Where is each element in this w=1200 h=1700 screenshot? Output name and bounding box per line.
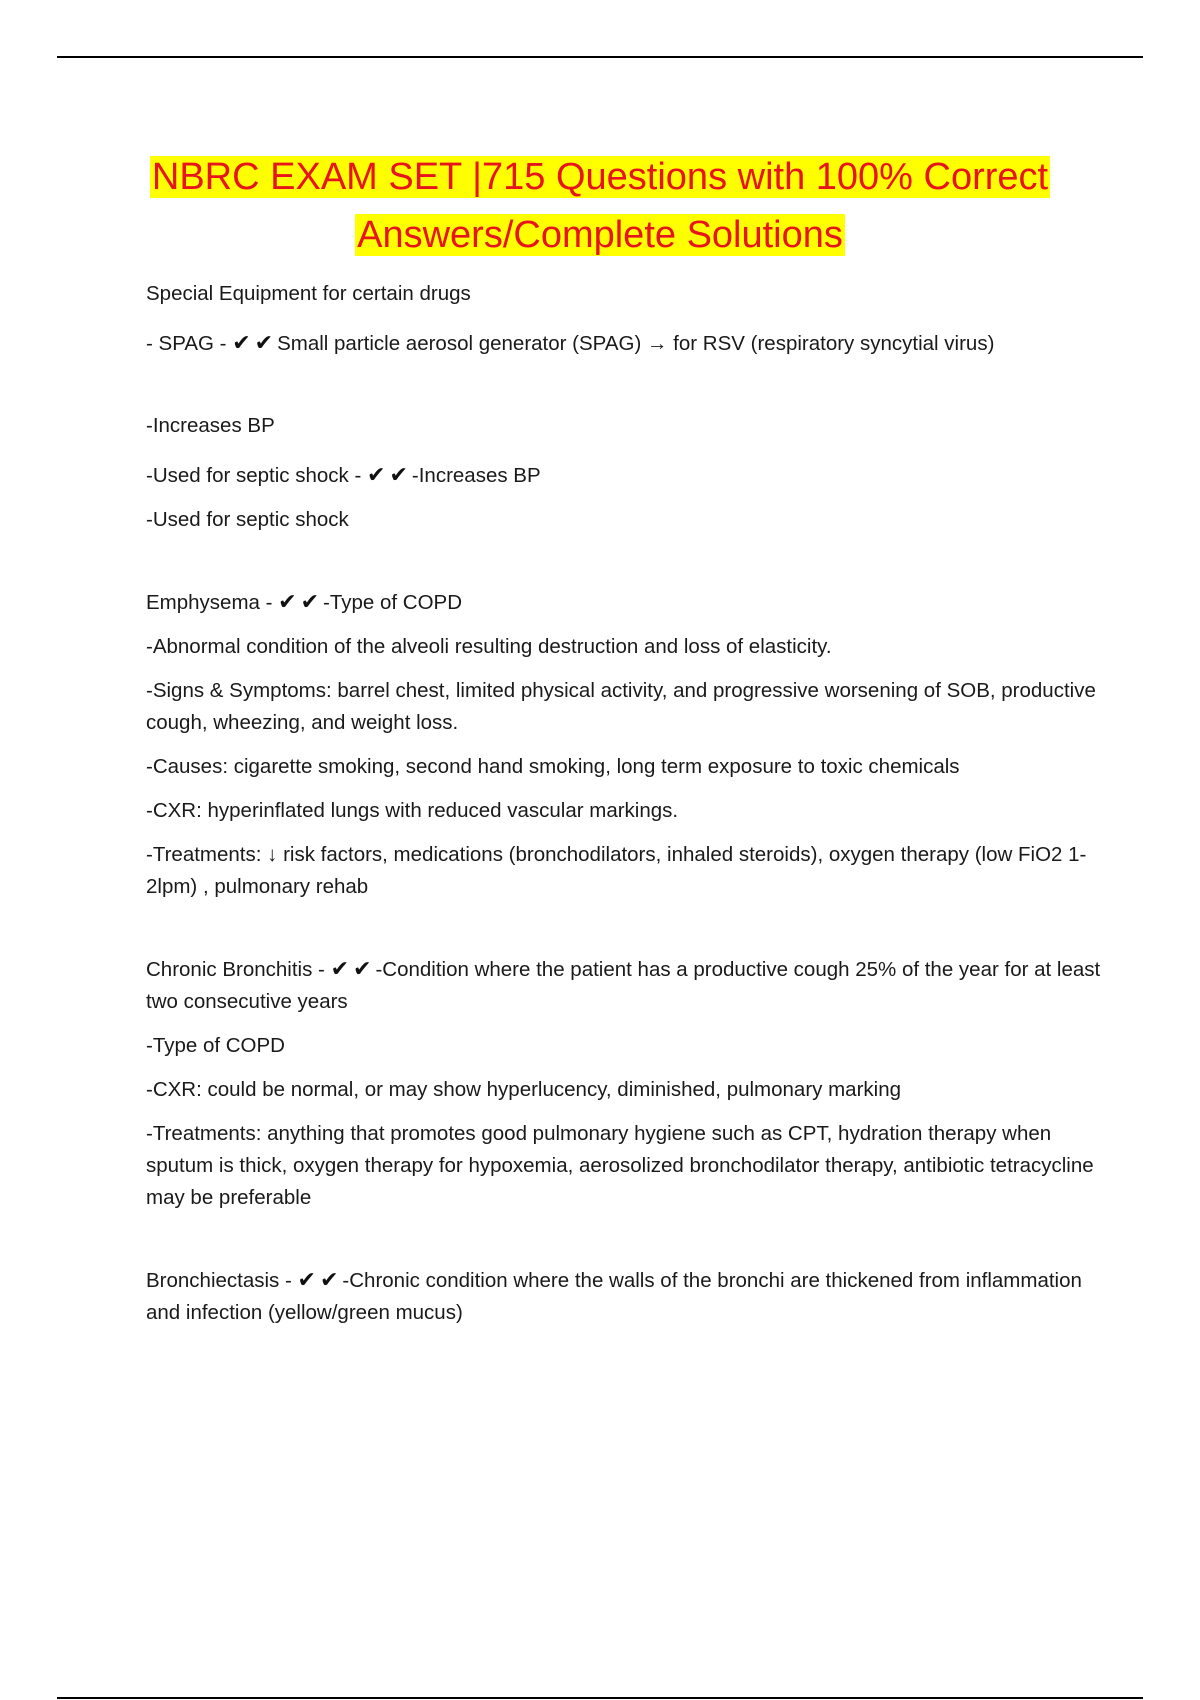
- check-icon: ✔✔: [232, 330, 278, 355]
- spag-entry: [146, 327, 1106, 360]
- bottom-rule: [57, 1697, 1143, 1699]
- chronic-bronchitis-question: Chronic Bronchitis -: [146, 958, 331, 981]
- emphysema-answer: -Type of COPD: [323, 591, 463, 614]
- chronic-bronchitis-line-1: -Type of COPD: [146, 1034, 285, 1057]
- emphysema-line-4: -CXR: hyperinflated lungs with reduced vascular markings.: [146, 799, 679, 822]
- check-icon: ✔✔: [278, 589, 324, 614]
- emphysema-question: Emphysema -: [146, 591, 279, 614]
- emphysema-line-1: -Abnormal condition of the alveoli resulting destruction and loss of elasticity.: [146, 635, 832, 658]
- bp-answer-2: -Used for septic shock: [146, 508, 349, 531]
- spag-question: - SPAG -: [146, 332, 233, 355]
- document-title: [60, 148, 1140, 264]
- emphysema-line-2: -Signs & Symptoms: barrel chest, limited physical activity, and progressive worsening of SOB, productive cough, wheezing, and weight loss.: [146, 679, 1096, 734]
- chronic-bronchitis-line-2: -CXR: could be normal, or may show hyperlucency, diminished, pulmonary marking: [146, 1078, 902, 1101]
- check-icon: ✔✔: [367, 462, 412, 487]
- bp-answer-1: -Increases BP: [411, 464, 541, 487]
- bp-question-2: -Used for septic shock -: [146, 464, 368, 487]
- chronic-bronchitis-line-3: -Treatments: anything that promotes good pulmonary hygiene such as CPT, hydration therapy when sputum is thick, oxygen therapy for hypoxemia, aerosolized bronchodilator therapy, antibiotic tetracycline may be preferable: [146, 1122, 1094, 1209]
- intro-text: Special Equipment for certain drugs: [146, 282, 471, 305]
- bp-entry: [146, 459, 1106, 492]
- title-line-2: Answers/Complete Solutions: [357, 214, 843, 256]
- bronchiectasis-answer: -Chronic condition where the walls of the bronchi are thickened from inflammation and infection (yellow/green mucus): [146, 1269, 1082, 1324]
- check-icon: ✔✔: [297, 1267, 343, 1292]
- chronic-bronchitis-answer: -Condition where the patient has a productive cough 25% of the year for at least two consecutive years: [146, 958, 1101, 1013]
- bp-question-1: -Increases BP: [146, 414, 275, 437]
- title-line-1: NBRC EXAM SET |715 Questions with 100% Correct: [151, 156, 1049, 198]
- bronchiectasis-entry: [146, 1264, 1106, 1329]
- emphysema-line-3: -Causes: cigarette smoking, second hand smoking, long term exposure to toxic chemicals: [146, 755, 960, 778]
- emphysema-entry: [146, 586, 1106, 619]
- bronchiectasis-question: Bronchiectasis -: [146, 1269, 298, 1292]
- top-rule: [57, 56, 1143, 58]
- emphysema-line-5: -Treatments: ↓ risk factors, medications (bronchodilators, inhaled steroids), oxygen therapy (low FiO2 1-2lpm) , pulmonary rehab: [146, 843, 1087, 898]
- check-icon: ✔✔: [330, 956, 376, 981]
- chronic-bronchitis-entry: [146, 953, 1106, 1018]
- spag-answer: Small particle aerosol generator (SPAG) → for RSV (respiratory syncytial virus): [277, 332, 995, 355]
- document-body: [146, 278, 1106, 1329]
